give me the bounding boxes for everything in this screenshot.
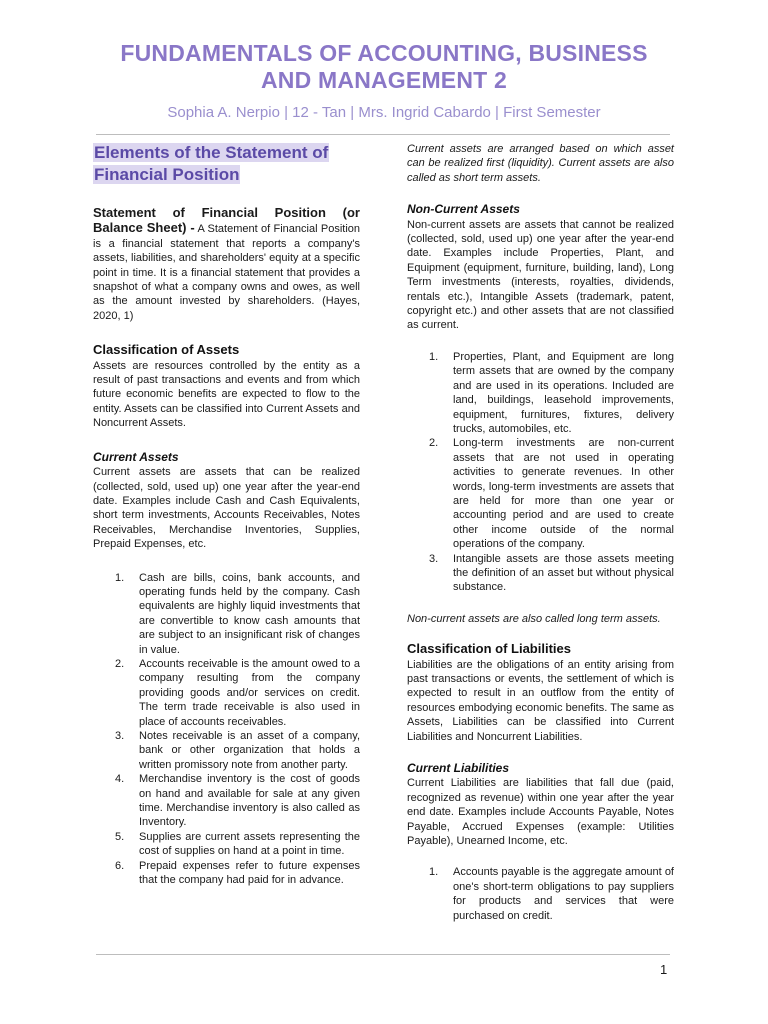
noncurrent-assets-paragraph: Non-current assets are assets that cannot be realized (collected, sold, used up) one year after the year-end date. Examples include Properties, Plant, and Equipment (equipment, furniture, building, land), Long Term investments (interests, royalties, dividends, rentals etc.), Intangible Assets (trademark, patent, copyright etc.) and other assets that are not classified as current.	[407, 218, 674, 332]
footer-divider	[96, 954, 670, 955]
liabilities-paragraph: Liabilities are the obligations of an entity arising from past transactions or events, the settlement of which is expected to result in an outflow from the entity of resources embodying economic benefits. The same as Assets, Liabilities can be classified into Current Liabilities and Noncurrent Liabilities.	[407, 658, 674, 743]
liquidity-note: Current assets are arranged based on which asset can be realized first (liquidity). Current assets are also called as short term assets.	[407, 143, 674, 184]
document-subtitle: Sophia A. Nerpio | 12 - Tan | Mrs. Ingrid Cabardo | First Semester	[167, 104, 601, 121]
sfp-term: Statement of Financial Position (or Balance Sheet) -	[93, 205, 360, 236]
assets-paragraph: Assets are resources controlled by the entity as a result of past transactions and events and from which future economic benefits are expected to flow to the entity. Assets can be classified into Current Assets and Noncurrent Assets.	[93, 359, 360, 430]
section-title-line2: Financial Position	[94, 165, 240, 184]
list-item: 5. Supplies are current assets representing the cost of supplies on hand at a point in time.	[115, 830, 360, 858]
document-title-line2: AND MANAGEMENT 2	[261, 67, 507, 93]
list-item: 3. Intangible assets are those assets meeting the definition of an asset but without physical substance.	[429, 552, 674, 594]
current-assets-list	[93, 571, 360, 888]
noncurrent-note: Non-current assets are also called long term assets.	[407, 612, 661, 625]
right-column	[407, 142, 674, 923]
list-item: 2. Long-term investments are non-current assets that are not used in operating activities to generate revenues. In other words, long-term investments are assets that are held for more than one year or accounting period and are used to create other income outside of the normal operations of the company.	[429, 437, 674, 551]
sfp-paragraph	[93, 206, 360, 323]
document-title-line1: FUNDAMENTALS OF ACCOUNTING, BUSINESS	[120, 40, 648, 66]
assets-heading: Classification of Assets	[93, 342, 240, 358]
sfp-definition: A Statement of Financial Position is a financial statement that reports a company's assets, liabilities, and shareholders' equity at a specific point in time. It is a financial statement that provides a snapshot of what a company owns and owes, as well as the amount invested by shareholders. (Hayes, 2020, 1)	[93, 223, 360, 322]
document-title	[0, 40, 768, 94]
list-item: 1. Accounts payable is the aggregate amount of one's short-term obligations to pay suppliers for products and services that were purchased on credit.	[429, 866, 674, 922]
list-item: 1. Properties, Plant, and Equipment are long term assets that are owned by the company and are used in its operations. Included are land, buildings, leasehold improvements, equipment, furnitures, fixtures, delivery trucks, automobiles, etc.	[429, 350, 674, 435]
current-liabilities-list	[407, 865, 674, 923]
page-number: 1	[660, 962, 668, 977]
header-divider	[96, 134, 670, 135]
section-title	[93, 142, 360, 186]
left-column	[93, 142, 360, 887]
current-liabilities-heading: Current Liabilities	[407, 761, 510, 776]
list-item: 3. Notes receivable is an asset of a company, bank or other organization that holds a written promissory note from another party.	[115, 730, 360, 771]
list-item: 1. Cash are bills, coins, bank accounts, and operating funds held by the company. Cash equivalents are highly liquid investments that are convertible to know cash amounts that are subject to an insignificant risk of changes in value.	[115, 571, 360, 656]
list-item: 6. Prepaid expenses refer to future expenses that the company had paid for in advance.	[115, 859, 360, 887]
liabilities-heading: Classification of Liabilities	[407, 641, 571, 657]
noncurrent-assets-heading: Non-Current Assets	[407, 202, 520, 217]
current-assets-heading: Current Assets	[93, 449, 179, 464]
list-item: 4. Merchandise inventory is the cost of goods on hand and available for sale at any given time. Merchandise inventory is also called as Inventory.	[115, 773, 360, 829]
noncurrent-assets-list	[407, 350, 674, 595]
list-item: 2. Accounts receivable is the amount owed to a company resulting from the company providing goods and/or services on credit. The term trade receivable is also used in place of accounts receivables.	[115, 657, 360, 728]
section-title-line1: Elements of the Statement of	[94, 143, 329, 162]
current-assets-paragraph: Current assets are assets that can be realized (collected, sold, used up) one year after the year-end date. Examples include Cash and Cash Equivalents, short term investments, Accounts Receivables, Notes Receivables, Merchandise Inventories, Supplies, Prepaid Expenses, etc.	[93, 466, 360, 551]
current-liabilities-paragraph: Current Liabilities are liabilities that fall due (paid, recognized as revenue) within one year after the year end date. Examples include Accounts Payable, Notes Payable, Accrued Expenses (example: Utilities Payable), Unearned Income, etc.	[407, 777, 674, 848]
